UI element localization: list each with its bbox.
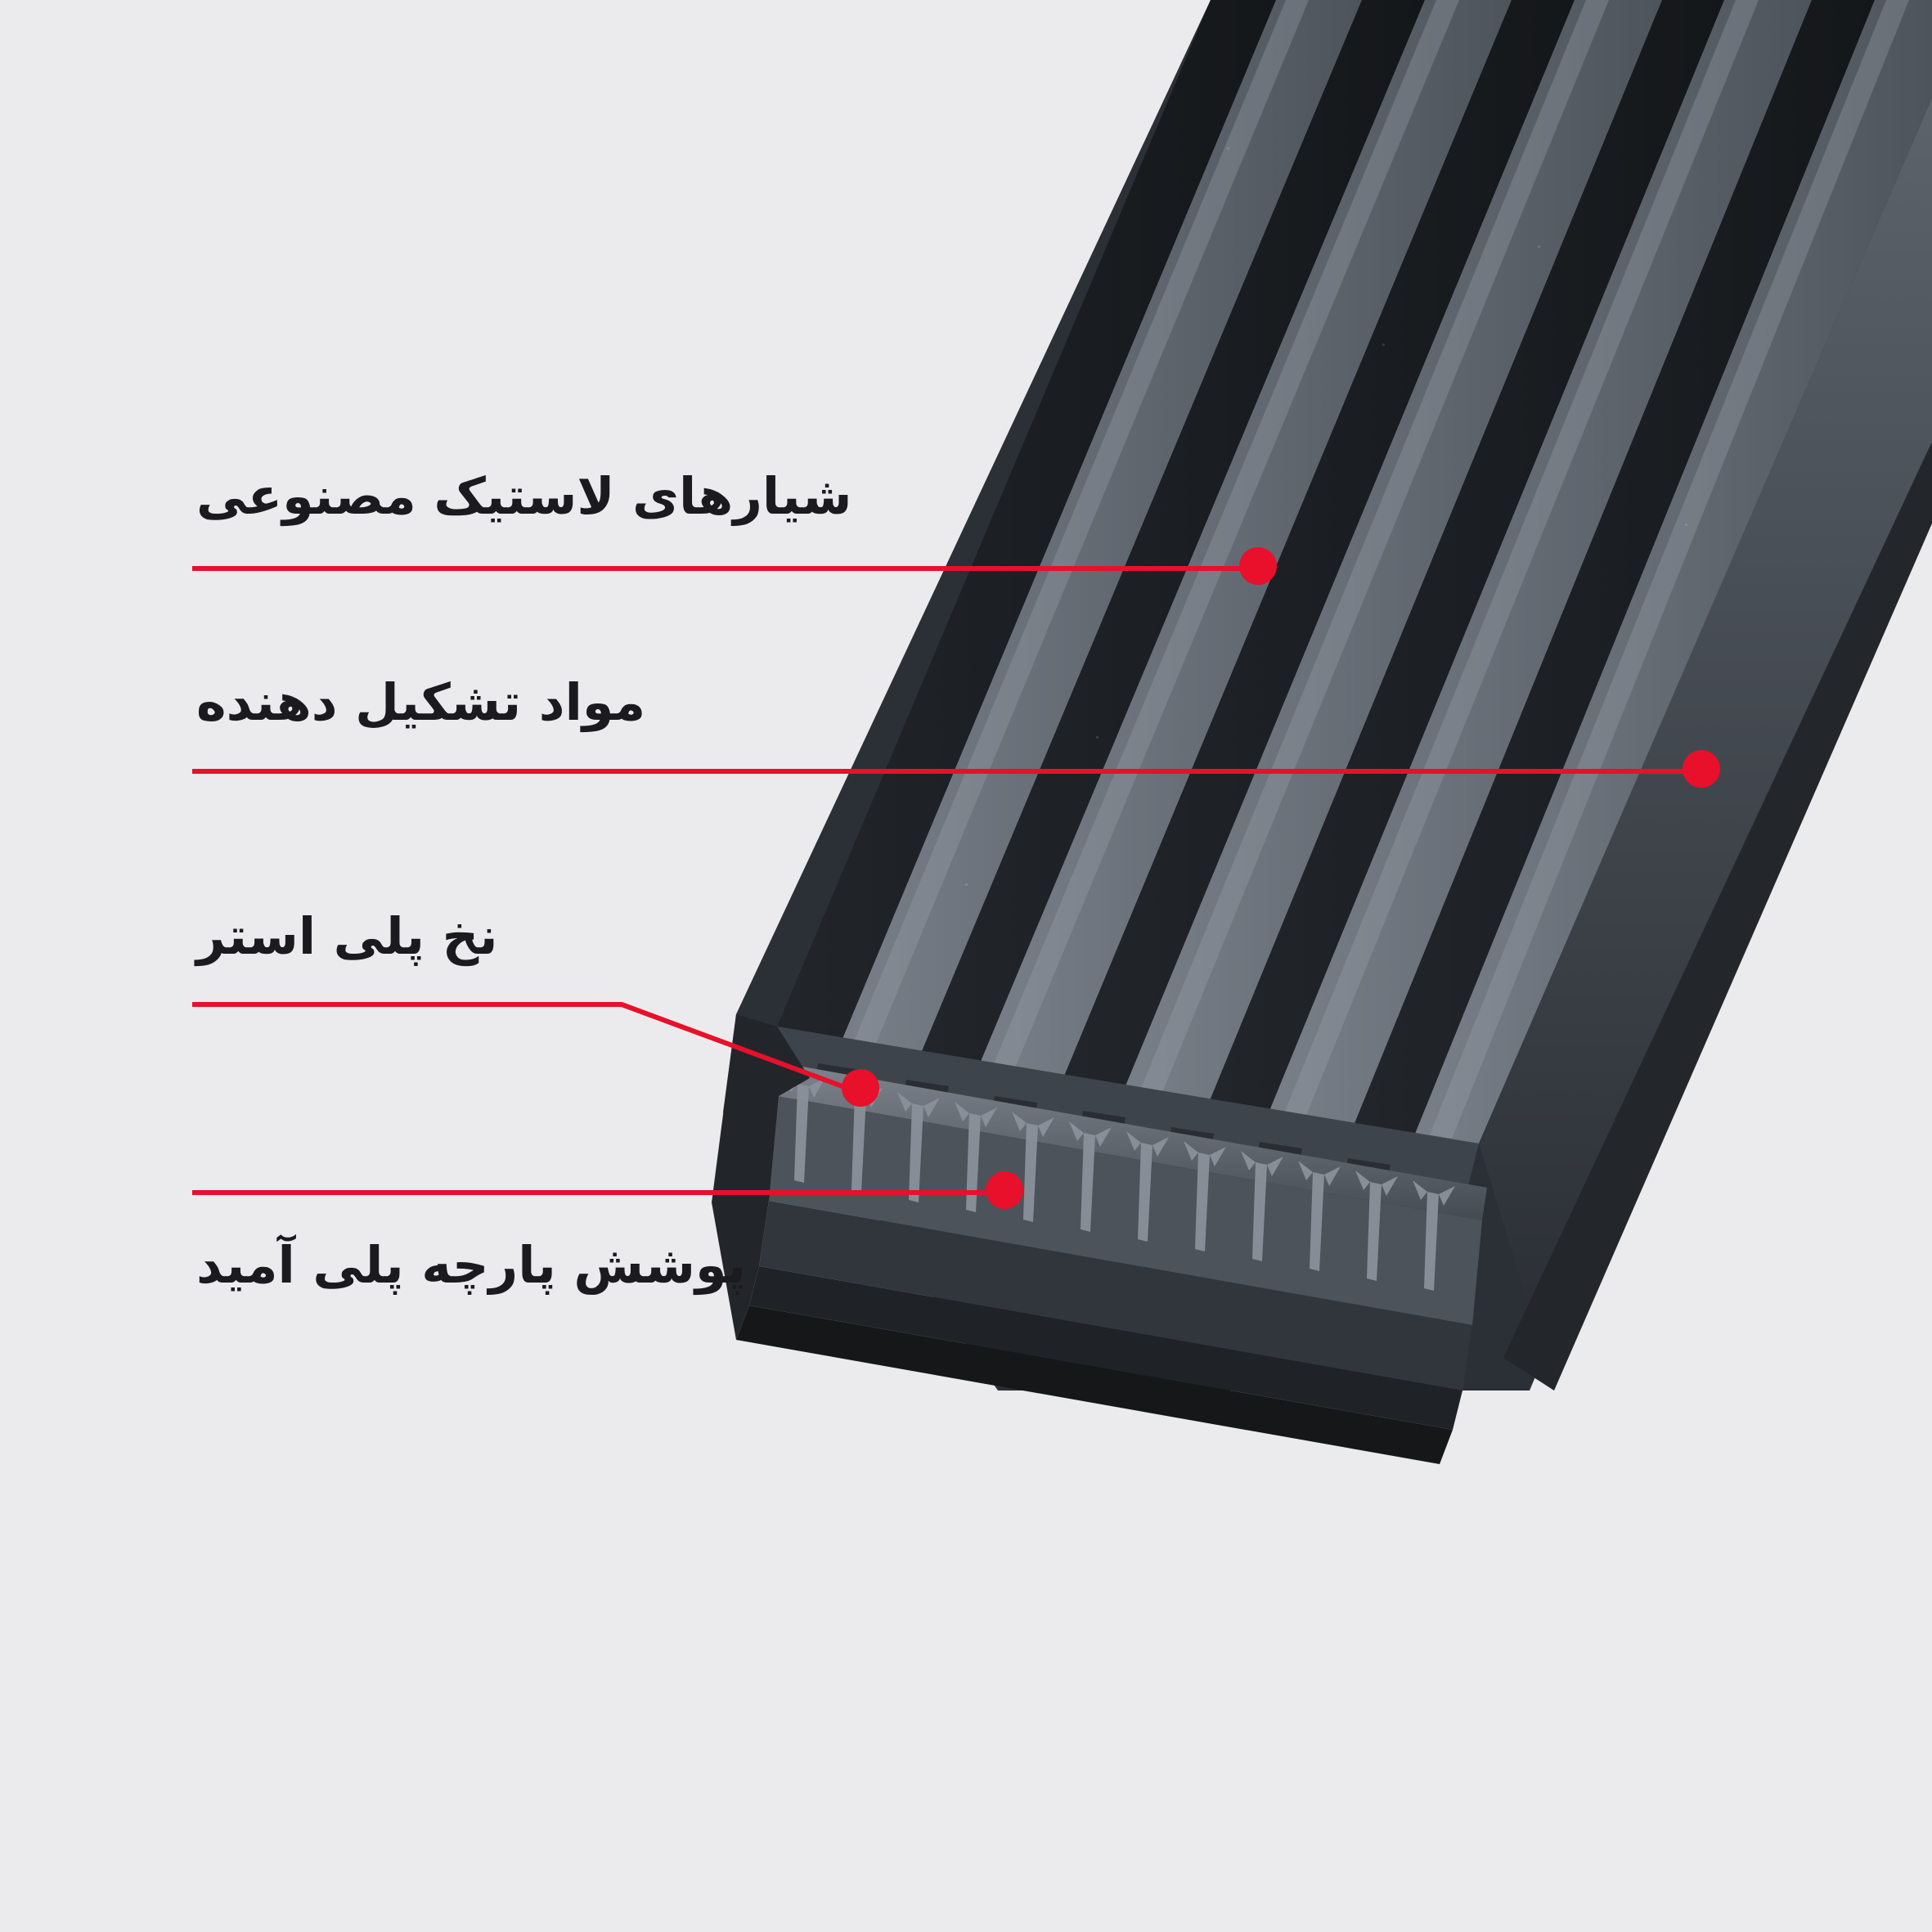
callout-label-synthetic-rubber-grooves: شیارهای لاستیک مصنوعی [196,466,852,526]
callout-label-polyester-cord: نخ پلی استر [196,906,498,966]
callout-leader-line-4 [192,1190,991,1195]
callout-dot-4 [986,1171,1023,1209]
callout-dot-3 [842,1069,879,1107]
callout-label-constituent-materials: مواد تشکیل دهنده [196,672,646,732]
callout-label-polyamide-fabric-cover: پوشش پارچه پلی آمید [196,1235,747,1295]
